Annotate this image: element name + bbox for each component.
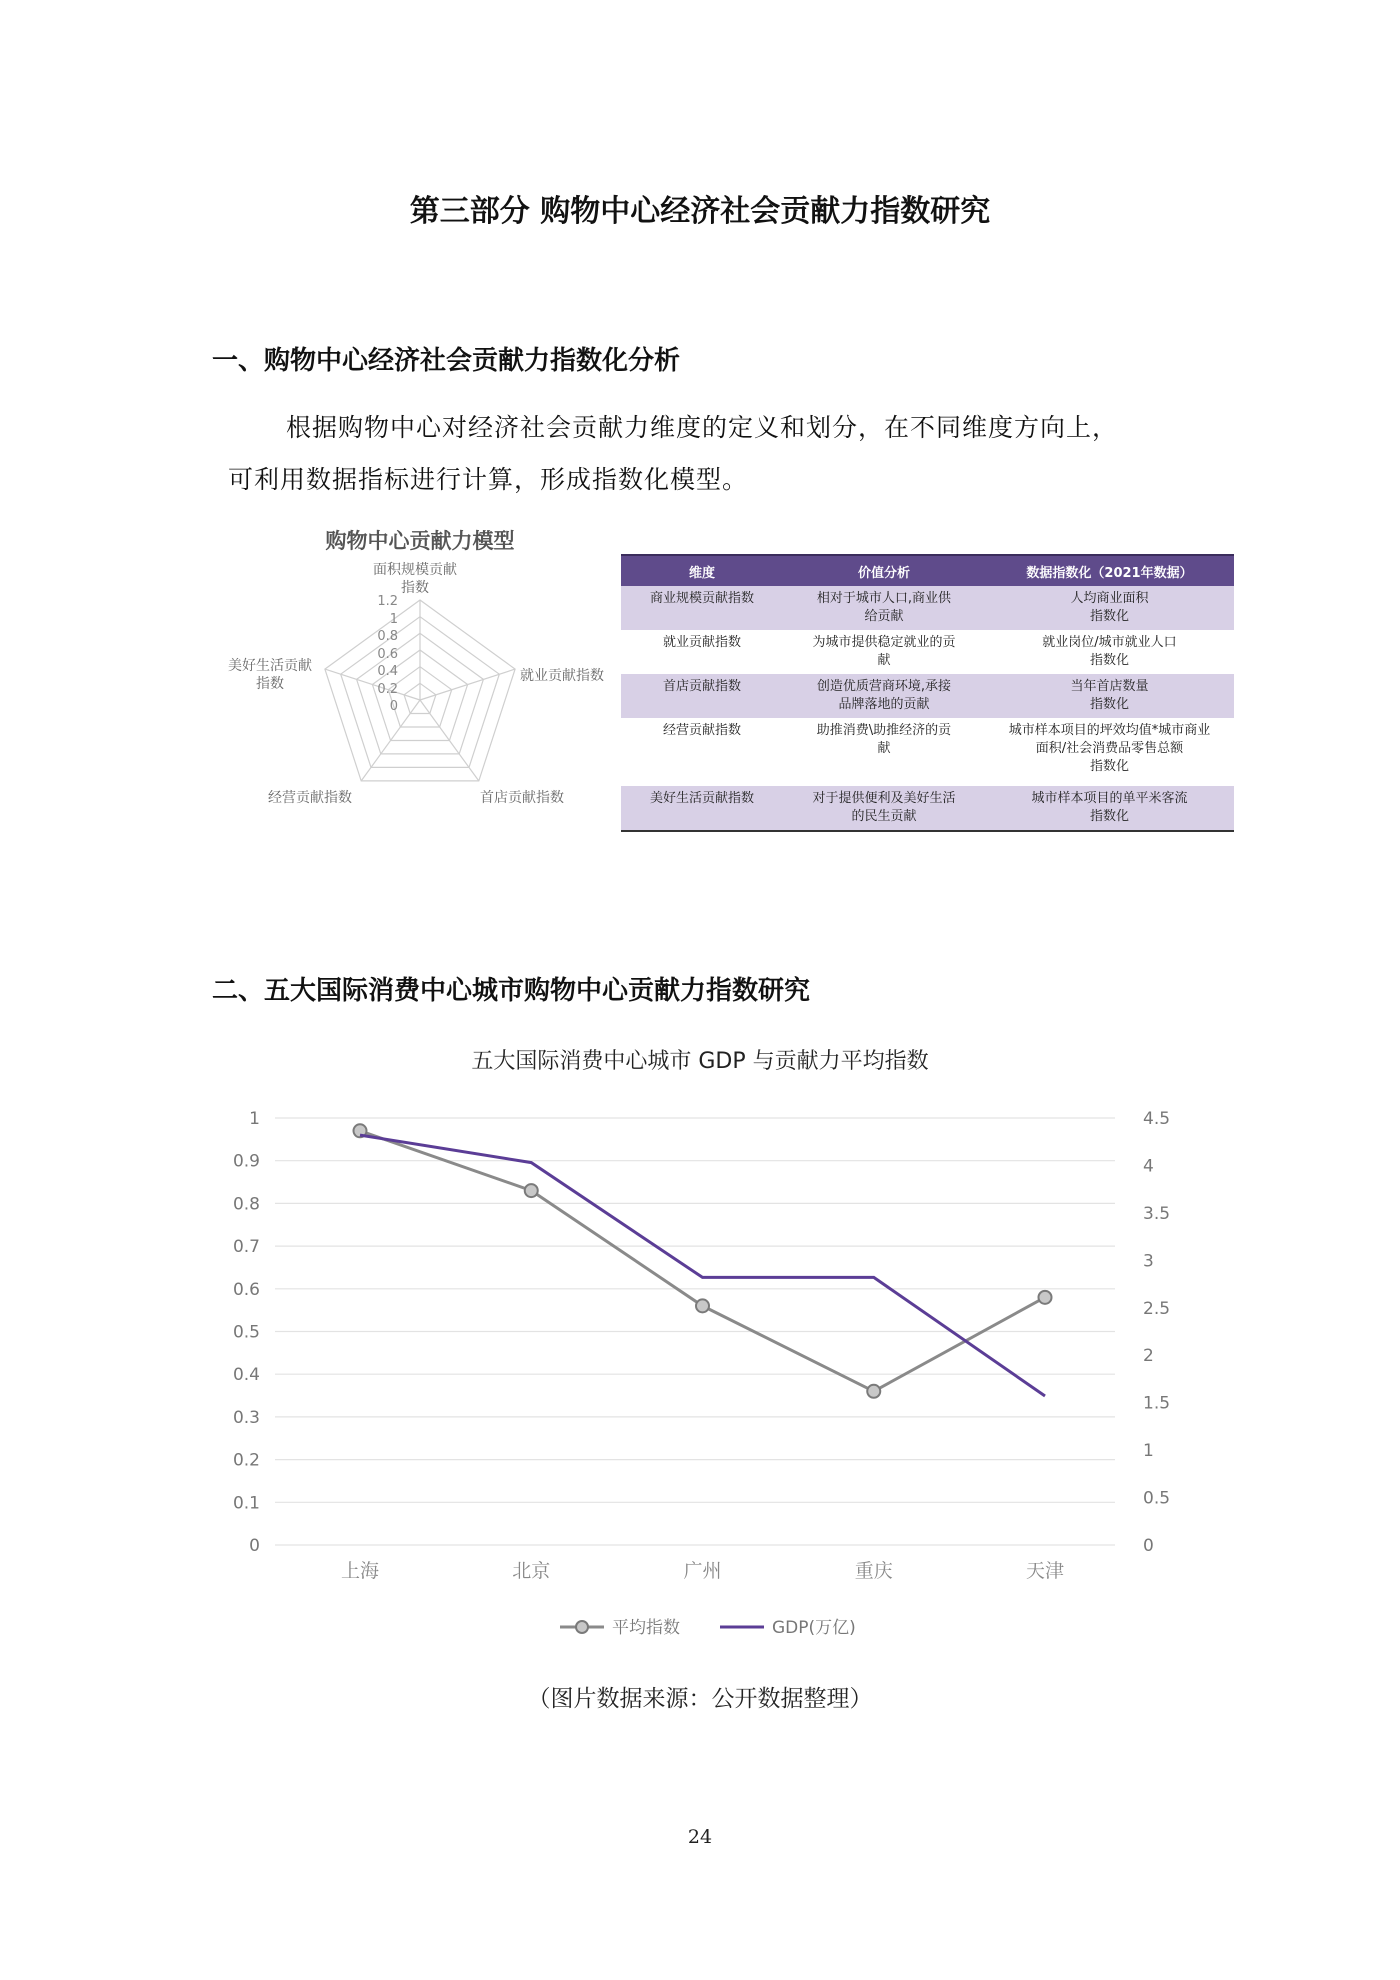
table-cell-indexing: 当年首店数量 指数化 [985, 674, 1234, 718]
y-right-tick-label: 4 [1143, 1156, 1154, 1177]
table-row [621, 718, 1234, 786]
y-left-tick-label: 0.8 [232, 1194, 260, 1215]
line-chart [0, 1080, 1400, 1640]
y-right-tick-label: 1.5 [1143, 1393, 1171, 1414]
y-right-tick-label: 0 [1143, 1536, 1154, 1556]
y-right-tick-label: 2 [1143, 1346, 1154, 1367]
table-header-value-analysis: 价值分析 [783, 555, 985, 586]
x-tick-label: 北京 [512, 1560, 551, 1582]
radar-spoke [420, 669, 515, 700]
radar-axis-label-better-life: 美好生活贡献 指数 [228, 658, 312, 692]
table-row [621, 786, 1234, 831]
table-cell-indexing: 人均商业面积 指数化 [985, 586, 1234, 630]
radar-tick-label: 0 [389, 699, 398, 714]
y-right-tick-label: 1 [1143, 1441, 1154, 1462]
y-left-tick-label: 0.2 [232, 1450, 260, 1471]
data-point [867, 1385, 880, 1398]
table-cell-dimension: 就业贡献指数 [621, 630, 783, 674]
y-right-tick-label: 3 [1143, 1251, 1154, 1272]
legend-marker [576, 1621, 588, 1633]
y-left-tick-label: 0 [249, 1536, 260, 1556]
table-cell-value-analysis: 对于提供便利及美好生活 的民生贡献 [783, 786, 985, 831]
y-left-tick-label: 0.1 [232, 1493, 260, 1514]
y-right-tick-label: 4.5 [1143, 1109, 1171, 1129]
table-row [621, 630, 1234, 674]
legend-label: GDP(万亿) [772, 1618, 856, 1638]
y-left-tick-label: 0.7 [232, 1237, 260, 1258]
table-cell-dimension: 经营贡献指数 [621, 718, 783, 786]
table-cell-value-analysis: 为城市提供稳定就业的贡 献 [783, 630, 985, 674]
part-title: 第三部分 购物中心经济社会贡献力指数研究 [409, 194, 991, 229]
y-right-tick-label: 0.5 [1143, 1488, 1171, 1509]
radar-tick-label: 0.4 [377, 664, 398, 679]
table-cell-dimension: 美好生活贡献指数 [621, 786, 783, 831]
table-cell-indexing: 城市样本项目的坪效均值*城市商业 面积/社会消费品零售总额 指数化 [985, 718, 1234, 786]
chart-title: 五大国际消费中心城市 GDP 与贡献力平均指数 [471, 1049, 929, 1074]
y-right-tick-label: 3.5 [1143, 1203, 1171, 1224]
figure-caption: （图片数据来源：公开数据整理） [527, 1686, 873, 1712]
y-left-tick-label: 0.3 [232, 1407, 260, 1428]
data-point [525, 1184, 538, 1197]
radar-tick-label: 1 [389, 611, 398, 627]
section-2-heading: 二、五大国际消费中心城市购物中心贡献力指数研究 [212, 976, 811, 1006]
radar-tick-label: 1.2 [377, 594, 398, 609]
data-point [1039, 1291, 1052, 1304]
radar-axis-label-first-store: 首店贡献指数 [480, 790, 564, 806]
radar-tick-label: 0.8 [377, 629, 398, 644]
x-tick-label: 重庆 [854, 1560, 893, 1582]
y-left-tick-label: 0.5 [232, 1322, 260, 1343]
paragraph-line-2: 可利用数据指标进行计算，形成指数化模型。 [228, 465, 749, 494]
radar-axis-label-area: 面积规模贡献 指数 [373, 562, 457, 596]
y-left-tick-label: 0.4 [232, 1365, 260, 1386]
table-row [621, 674, 1234, 718]
table-cell-indexing: 就业岗位/城市就业人口 指数化 [985, 630, 1234, 674]
x-tick-label: 广州 [683, 1560, 722, 1582]
table-cell-indexing: 城市样本项目的单平米客流 指数化 [985, 786, 1234, 831]
table-row [621, 586, 1234, 630]
radar-tick-label: 0.2 [377, 681, 398, 697]
y-left-tick-label: 0.6 [232, 1279, 260, 1300]
y-left-tick-label: 0.9 [232, 1151, 260, 1172]
paragraph-line-1: 根据购物中心对经济社会贡献力维度的定义和划分，在不同维度方向上， [286, 413, 1119, 442]
table-cell-dimension: 商业规模贡献指数 [621, 586, 783, 630]
y-right-tick-label: 2.5 [1143, 1298, 1171, 1319]
series-line-average-index [360, 1131, 1045, 1392]
page-number: 24 [687, 1826, 713, 1848]
radar-axis-label-employment: 就业贡献指数 [520, 668, 604, 684]
data-point [696, 1299, 709, 1312]
section-1-heading: 一、购物中心经济社会贡献力指数化分析 [212, 346, 681, 376]
y-left-tick-label: 1 [249, 1109, 260, 1129]
x-tick-label: 天津 [1025, 1560, 1065, 1582]
table-cell-value-analysis: 助推消费\助推经济的贡 献 [783, 718, 985, 786]
table-cell-dimension: 首店贡献指数 [621, 674, 783, 718]
model-table [621, 554, 1234, 832]
legend-label: 平均指数 [612, 1618, 680, 1638]
series-line-gdp [360, 1135, 1045, 1396]
table-header-row [621, 555, 1234, 586]
table-header-indexing: 数据指数化（2021年数据） [985, 555, 1234, 586]
radar-chart-title: 购物中心贡献力模型 [325, 529, 515, 553]
x-tick-label: 上海 [340, 1560, 380, 1582]
radar-axis-label-operation: 经营贡献指数 [268, 790, 352, 806]
radar-tick-label: 0.6 [377, 646, 398, 662]
radar-chart [300, 570, 540, 800]
table-cell-value-analysis: 相对于城市人口,商业供 给贡献 [783, 586, 985, 630]
table-cell-value-analysis: 创造优质营商环境,承接 品牌落地的贡献 [783, 674, 985, 718]
table-header-dimension: 维度 [621, 555, 783, 586]
